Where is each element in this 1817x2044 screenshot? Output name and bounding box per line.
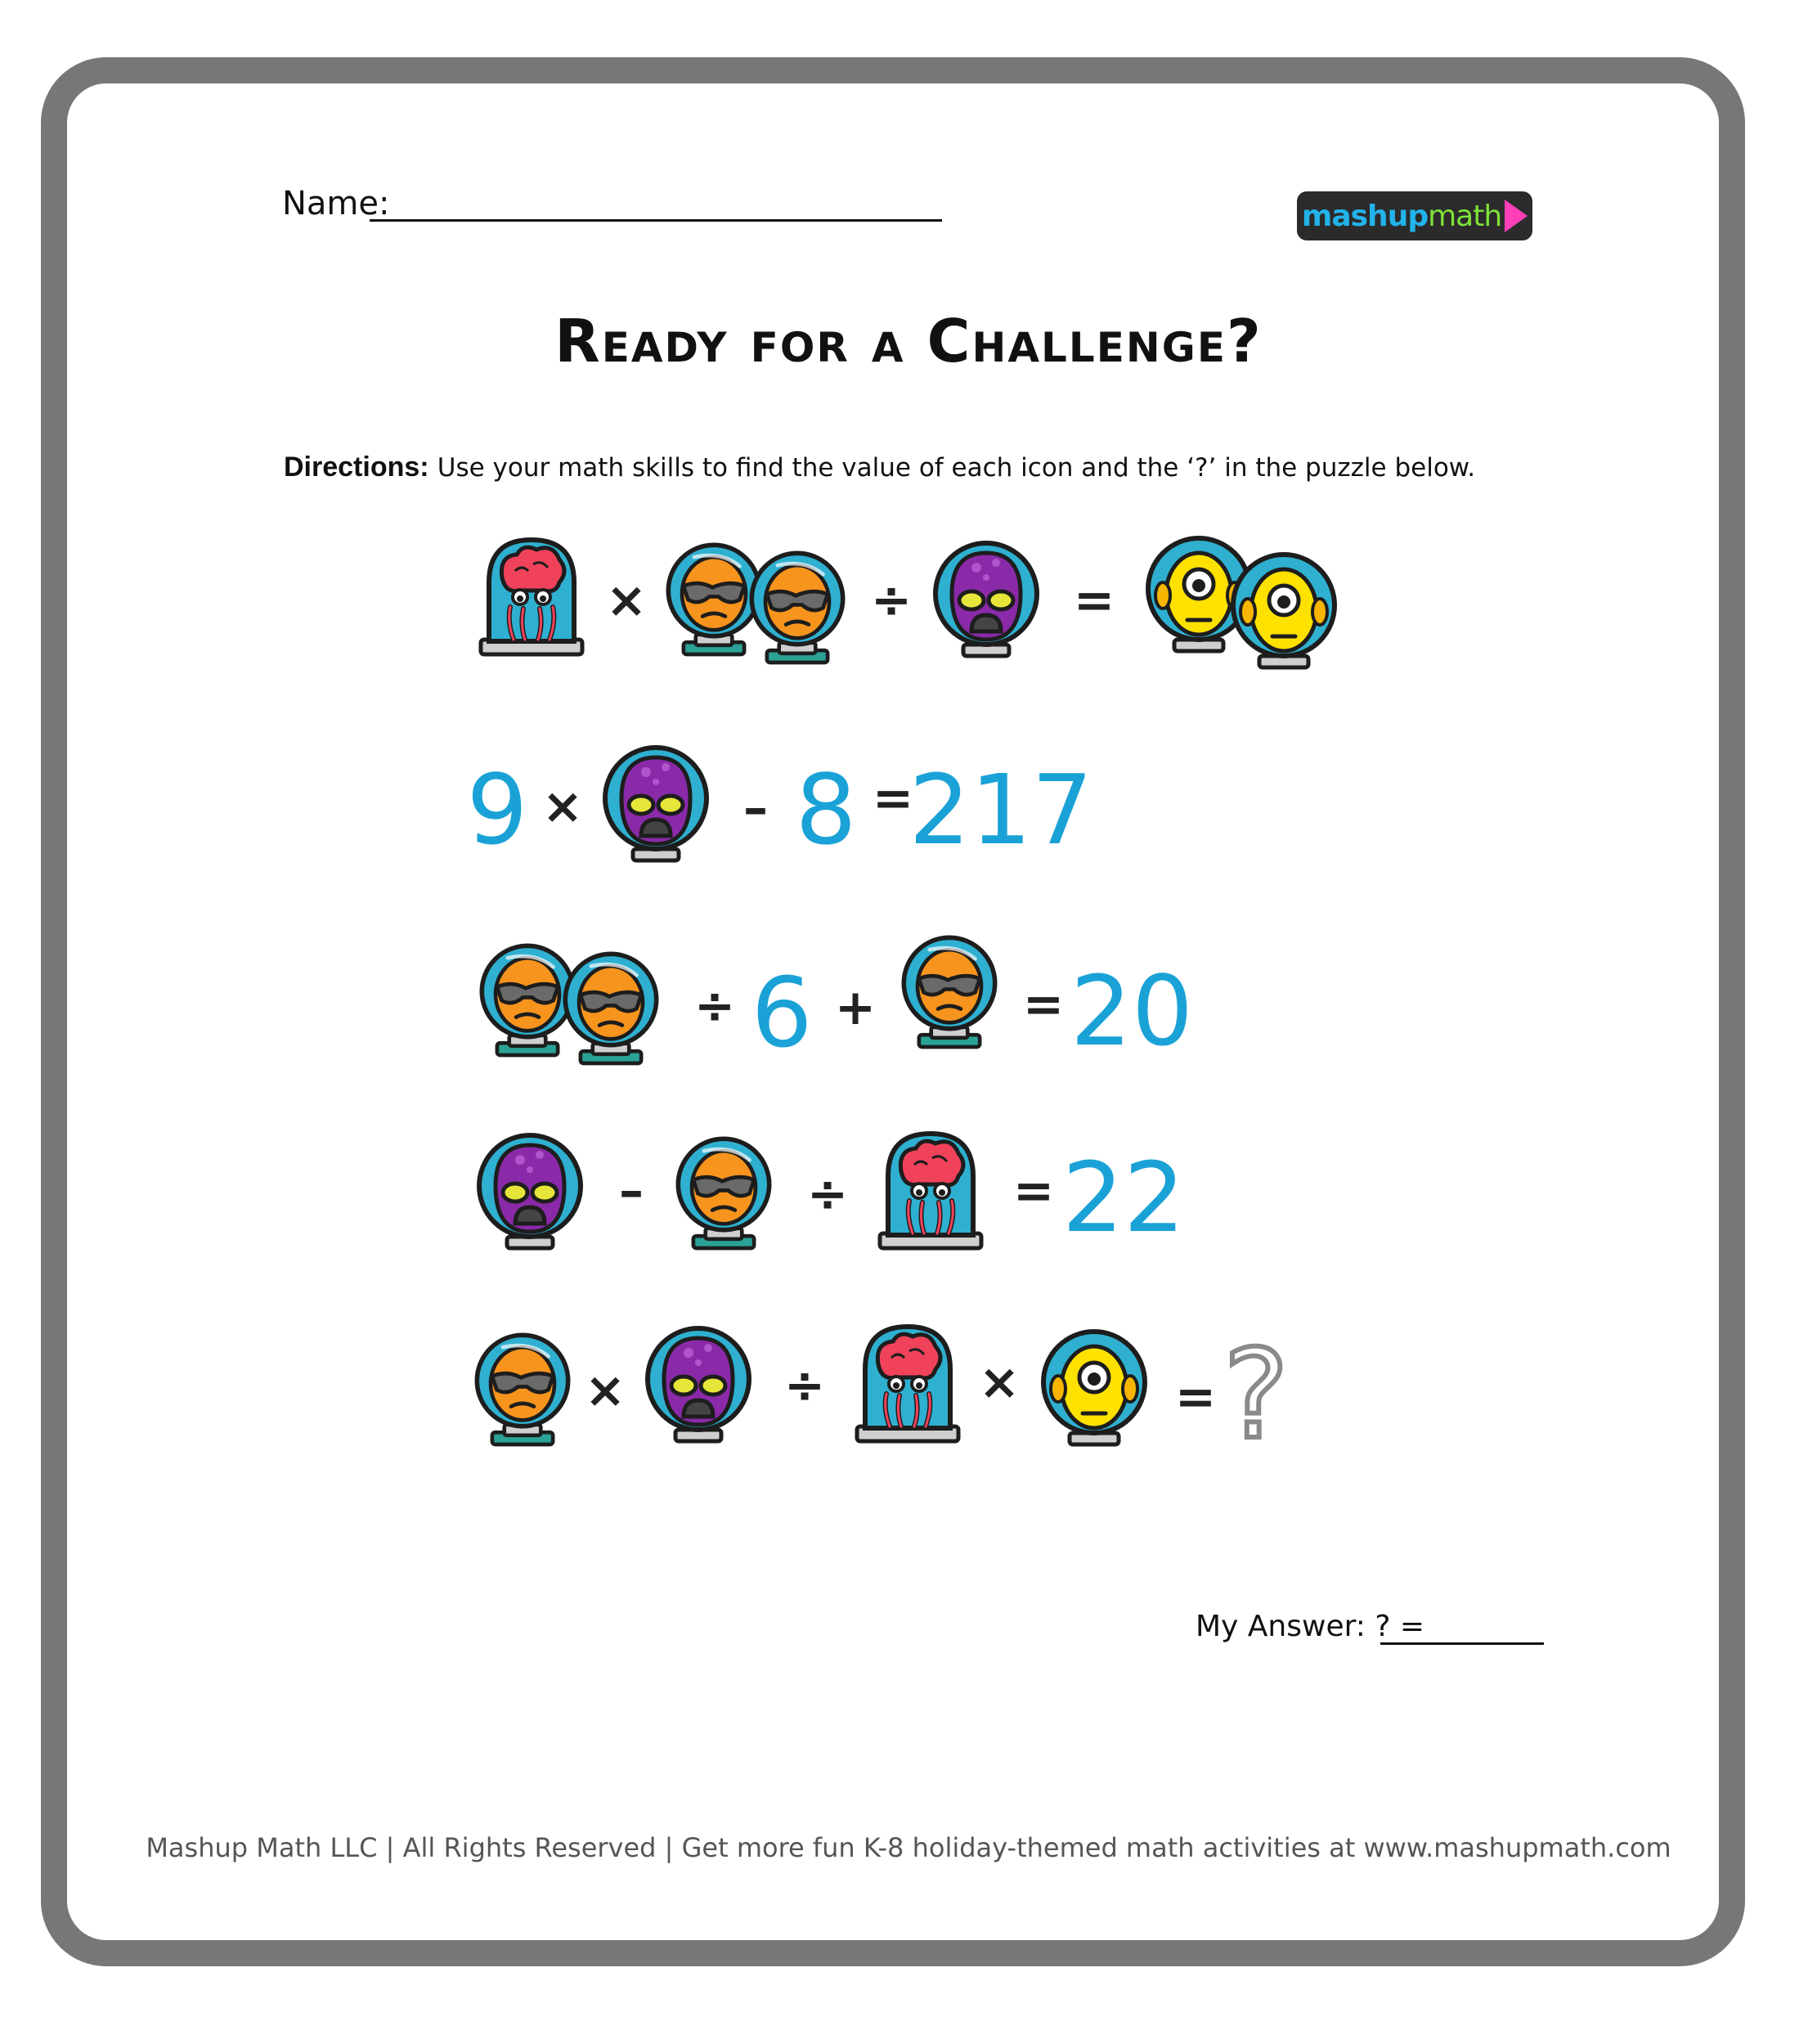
orange-alien-icon — [744, 548, 850, 671]
brain-alien-icon — [873, 1125, 988, 1256]
answer-field-line[interactable] — [1380, 1642, 1544, 1645]
name-field-line[interactable] — [370, 219, 942, 222]
yellow-alien-icon — [1227, 548, 1341, 679]
operator-divide: ÷ — [693, 977, 736, 1035]
purple-alien-icon — [599, 741, 713, 872]
directions-label: Directions: — [284, 451, 429, 483]
play-triangle-icon — [1505, 200, 1528, 232]
orange-alien-icon — [671, 1134, 777, 1256]
directions — [284, 451, 1475, 483]
number-8: 8 — [795, 753, 857, 866]
logo-text-math: math — [1428, 199, 1502, 233]
operator-multiply: × — [541, 778, 584, 835]
orange-alien-icon — [896, 932, 1003, 1055]
operator-equals: = — [1022, 976, 1065, 1033]
operator-minus: – — [619, 1162, 644, 1220]
operator-minus: – — [743, 779, 768, 837]
logo-text-mashup: mashup — [1301, 199, 1429, 233]
footer-text: Mashup Math LLC | All Rights Reserved | Get more fun K-8 holiday-themed math activities at www.mashupmath.com — [146, 1832, 1671, 1863]
brain-alien-icon — [850, 1318, 965, 1449]
operator-equals: = — [1012, 1162, 1055, 1220]
operator-multiply: × — [584, 1362, 626, 1419]
purple-alien-icon — [641, 1322, 756, 1453]
page-title: Ready for a Challenge? — [554, 307, 1263, 375]
result-217: 217 — [908, 753, 1093, 866]
operator-equals: = — [1073, 572, 1115, 629]
number-6: 6 — [751, 956, 813, 1069]
operator-multiply: × — [605, 572, 648, 629]
operator-divide: ÷ — [806, 1166, 849, 1223]
brain-alien-icon — [474, 532, 589, 663]
purple-alien-icon — [473, 1129, 587, 1260]
directions-text: Use your math skills to find the value of each icon and the ‘?’ in the puzzle below. — [437, 453, 1476, 483]
mashupmath-logo — [1297, 191, 1532, 240]
operator-divide: ÷ — [870, 572, 913, 629]
orange-alien-icon — [558, 949, 664, 1071]
result-20: 20 — [1070, 955, 1194, 1067]
result-22: 22 — [1061, 1141, 1186, 1254]
my-answer-label: My Answer: ? = — [1196, 1610, 1425, 1643]
name-label: Name: — [282, 185, 390, 222]
purple-alien-icon — [929, 537, 1043, 667]
yellow-alien-icon — [1037, 1325, 1151, 1456]
operator-equals: = — [1174, 1368, 1217, 1426]
operator-plus: + — [834, 979, 877, 1036]
operator-multiply: × — [978, 1354, 1021, 1411]
operator-divide: ÷ — [783, 1357, 826, 1414]
operator-equals: = — [872, 770, 914, 827]
number-9: 9 — [466, 753, 528, 866]
question-mark-icon: ? — [1223, 1324, 1289, 1467]
orange-alien-icon — [469, 1330, 576, 1453]
